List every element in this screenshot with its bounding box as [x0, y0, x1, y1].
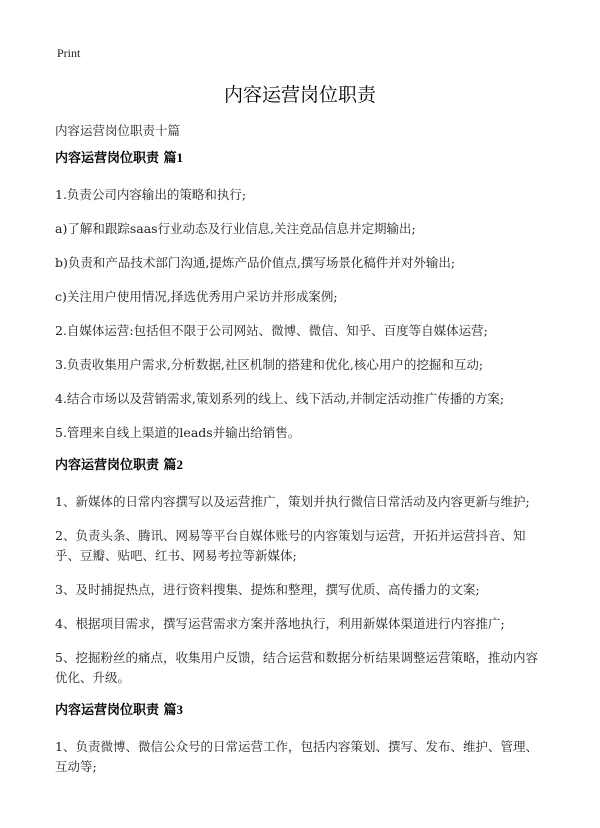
list-item: 5.管理来自线上渠道的leads并输出给销售。 — [55, 425, 301, 440]
section-heading — [55, 457, 550, 474]
list-item: 4.结合市场以及营销需求,策划系列的线上、线下活动,并制定活动推广传播的方案; — [55, 391, 505, 406]
section-heading — [55, 150, 550, 167]
list-item: 2、负责头条、腾讯、网易等平台自媒体账号的内容策划与运营，开拓并运营抖音、知乎、豆瓣、贴吧、红书、网易考拉等新媒体; — [55, 528, 526, 563]
section-part-label: 篇3 — [163, 702, 184, 717]
list-item: 3、及时捕捉热点，进行资料搜集、提炼和整理，撰写优质、高传播力的文案; — [55, 582, 480, 597]
document-body — [55, 150, 550, 791]
section-1 — [55, 150, 550, 443]
list-item: 1.负责公司内容输出的策略和执行; — [55, 187, 247, 202]
section-heading — [55, 702, 550, 719]
list-item: 1、新媒体的日常内容撰写以及运营推广，策划并执行微信日常活动及内容更新与维护; — [55, 494, 530, 509]
list-item: c)关注用户使用情况,择选优秀用户采访并形成案例; — [55, 289, 338, 304]
section-heading-text: 内容运营岗位职责 — [55, 151, 160, 166]
section-heading-text: 内容运营岗位职责 — [55, 458, 160, 473]
section-heading-text: 内容运营岗位职责 — [55, 703, 160, 718]
list-item: 1、负责微博、微信公众号的日常运营工作，包括内容策划、撰写、发布、维护、管理、互动等; — [55, 739, 538, 774]
list-item: 2.自媒体运营:包括但不限于公司网站、微博、微信、知乎、百度等自媒体运营; — [55, 323, 488, 338]
section-3 — [55, 702, 550, 777]
section-part-label: 篇2 — [163, 457, 184, 472]
list-item: 4、根据项目需求，撰写运营需求方案并落地执行，利用新媒体渠道进行内容推广; — [55, 616, 505, 631]
list-item: 5、挖掘粉丝的痛点，收集用户反馈，结合运营和数据分析结果调整运营策略，推动内容优化、升级。 — [55, 650, 538, 685]
list-item: a)了解和跟踪saas行业动态及行业信息,关注竞品信息并定期输出; — [55, 221, 416, 236]
document-subtitle: 内容运营岗位职责十篇 — [55, 123, 181, 138]
list-item: 3.负责收集用户需求,分析数据,社区机制的搭建和优化,核心用户的挖掘和互动; — [55, 357, 484, 372]
list-item: b)负责和产品技术部门沟通,提炼产品价值点,撰写场景化稿件并对外输出; — [55, 255, 456, 270]
print-link[interactable]: Print — [57, 46, 81, 60]
section-2 — [55, 457, 550, 688]
page-title: 内容运营岗位职责 — [223, 84, 376, 106]
section-part-label: 篇1 — [163, 150, 184, 165]
